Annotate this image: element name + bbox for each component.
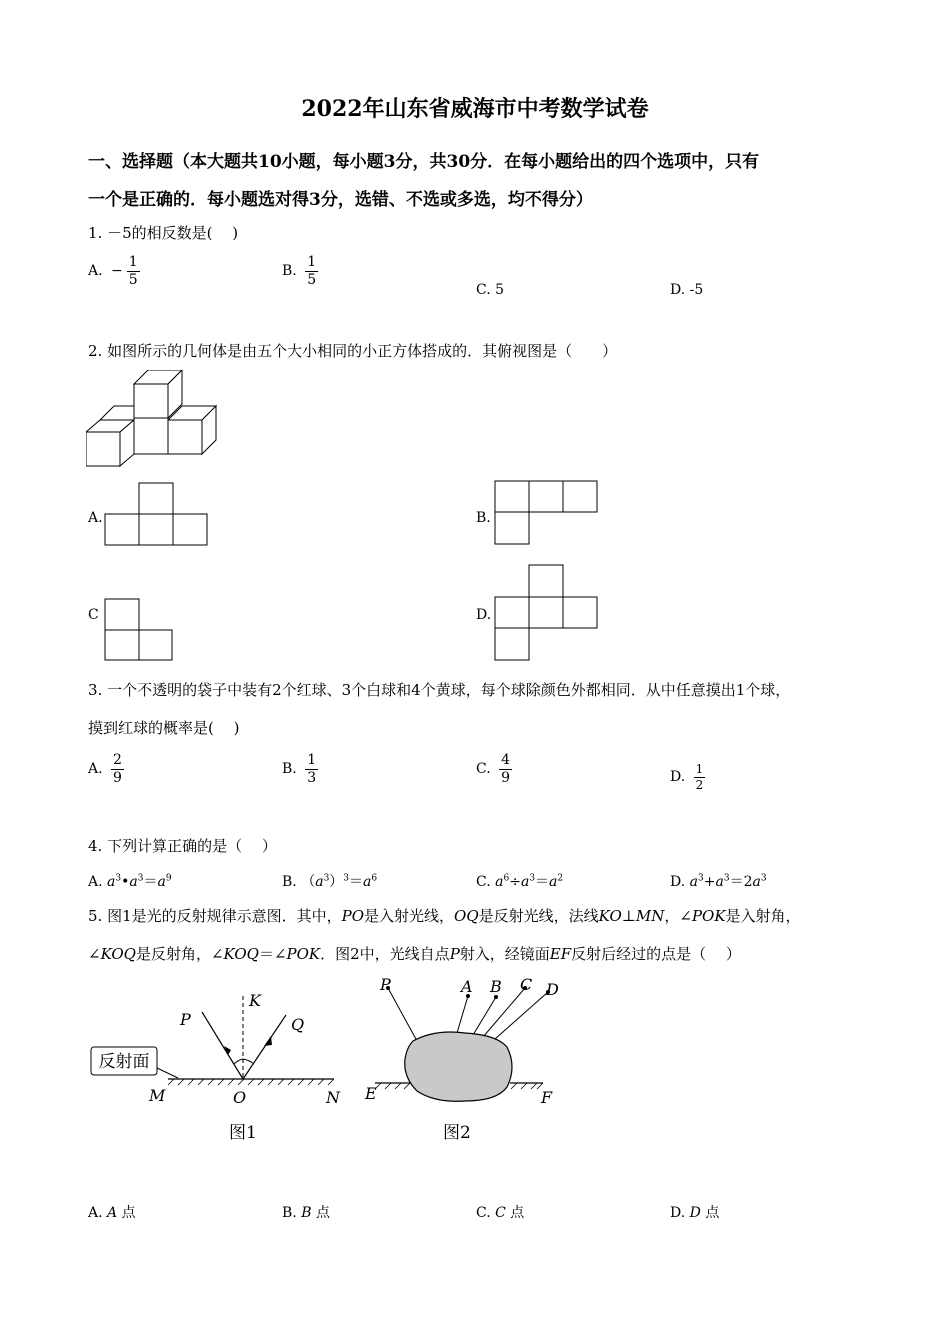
label-f: F: [541, 1088, 553, 1107]
label-p: P: [380, 975, 391, 994]
math-var: EF: [549, 945, 572, 963]
math-op: ＝: [729, 874, 744, 890]
math-var: a: [315, 874, 324, 890]
exponent: 3: [323, 873, 330, 884]
text-part: ．图2中，光线自点: [320, 945, 450, 963]
denominator: 3: [307, 769, 317, 786]
option-label: A.: [88, 263, 103, 280]
label-e: E: [365, 1084, 377, 1103]
text-part: 射入，经镜面: [459, 945, 550, 963]
reflected-ray: [243, 1015, 286, 1079]
math-var: P: [449, 945, 460, 963]
math-var: A: [107, 1205, 118, 1221]
minus-sign: −: [111, 263, 123, 280]
math-var: a: [363, 874, 372, 890]
figure-1-caption: 图1: [229, 1123, 257, 1143]
question-2-stem: 2. 如图所示的几何体是由五个大小相同的小正方体搭成的．其俯视图是（ ）: [88, 342, 618, 360]
exponent: 9: [165, 873, 172, 884]
option-value: -5: [689, 282, 704, 298]
exponent: 3: [760, 873, 767, 884]
exponent: 6: [503, 873, 510, 884]
exponent: 3: [115, 873, 122, 884]
label-n: N: [326, 1088, 340, 1107]
q4-option-d: [670, 871, 767, 891]
math-var: a: [520, 874, 530, 890]
option-suffix: 点: [315, 1205, 330, 1221]
label-p: P: [180, 1010, 191, 1029]
option-label: A.: [88, 874, 103, 890]
math-var: ∠POK: [273, 945, 321, 963]
exponent: 3: [343, 873, 350, 884]
option-label: B.: [282, 874, 297, 890]
math-op: （: [301, 874, 316, 890]
math-var: PO: [341, 907, 365, 925]
question-5-stem-line2: [88, 943, 741, 964]
option-suffix: 点: [121, 1205, 136, 1221]
option-suffix: 点: [510, 1205, 525, 1221]
math-op: +: [703, 874, 716, 890]
q4-option-b: [282, 871, 377, 891]
option-label: B.: [282, 761, 297, 778]
numerator: 1: [695, 762, 704, 776]
text-part: 是入射光线，: [364, 907, 455, 925]
math-var: ∠KOQ: [210, 945, 259, 963]
math-op: ＝: [349, 874, 364, 890]
option-label: B.: [282, 263, 297, 280]
math-var: B: [301, 1205, 312, 1221]
question-4-stem: 4. 下列计算正确的是（ ）: [88, 837, 277, 855]
math-op: ＝: [535, 874, 550, 890]
denominator: 9: [501, 769, 511, 786]
q3-option-d: [670, 763, 705, 791]
label-b: B: [490, 977, 502, 996]
denominator: 2: [695, 777, 704, 792]
denominator: 5: [307, 271, 317, 288]
math-var: a: [107, 874, 116, 890]
q1-option-c: [476, 282, 504, 298]
mirror-label: 反射面: [98, 1052, 150, 1072]
q5-option-a: [88, 1202, 136, 1222]
label-c: C: [520, 975, 533, 994]
label-q: Q: [291, 1015, 305, 1034]
text-part: ＝: [258, 945, 274, 963]
q3-option-c: [476, 753, 512, 785]
text-part: 反射后经过的点是（ ）: [571, 945, 741, 963]
stone: [405, 1032, 512, 1101]
option-label: C.: [476, 282, 491, 298]
option-label: A.: [88, 1205, 103, 1221]
math-var: a: [129, 874, 138, 890]
math-var: ∠POK: [679, 907, 726, 925]
q1-option-d: [670, 282, 703, 298]
exponent: 3: [698, 873, 704, 884]
text-part: 是反射角，: [135, 945, 211, 963]
option-label: C.: [476, 874, 491, 890]
q5-option-c: [476, 1202, 524, 1222]
q3-option-b: [282, 753, 318, 785]
cube-figure: [86, 370, 218, 468]
numerator: 1: [307, 752, 317, 768]
math-op: ＝: [143, 874, 158, 890]
q5-option-d: [670, 1202, 719, 1222]
math-var: ∠KOQ: [88, 945, 136, 963]
coefficient: 2: [743, 874, 753, 890]
question-1-stem: 1. －5的相反数是( ): [88, 224, 239, 242]
q2-option-b-figure: [494, 480, 598, 546]
exponent: 6: [371, 873, 378, 884]
q1-option-b: [282, 255, 318, 287]
denominator: 5: [128, 271, 138, 288]
math-op: •: [121, 874, 130, 890]
math-var: C: [495, 1205, 506, 1221]
q2-option-d-label: D.: [476, 607, 492, 623]
question-5-stem-line1: [88, 905, 801, 926]
section-header-line2: 一个是正确的．每小题选对得3分，选错、不选或多选，均不得分）: [88, 190, 593, 210]
math-var: a: [689, 874, 698, 890]
page-title: 2022年山东省威海市中考数学试卷: [301, 96, 649, 122]
numerator: 4: [501, 752, 511, 768]
option-label: D.: [670, 1205, 686, 1221]
math-var: a: [549, 874, 558, 890]
denominator: 9: [113, 769, 122, 786]
incident-ray: [202, 1012, 243, 1079]
q4-option-c: [476, 871, 563, 891]
numerator: 1: [128, 254, 138, 270]
q2-option-c-label: C: [88, 607, 99, 623]
q2-option-b-label: B.: [476, 510, 491, 526]
numerator: 1: [307, 254, 317, 270]
math-var: KO: [598, 907, 622, 925]
label-m: M: [149, 1086, 166, 1105]
label-a: A: [461, 977, 473, 996]
option-label: D.: [670, 282, 686, 298]
q2-option-a-label: A.: [88, 510, 103, 526]
text-part: 是入射角，: [725, 907, 801, 925]
numerator: 2: [113, 752, 122, 768]
text-part: 是反射光线，法线: [478, 907, 599, 925]
math-var: MN: [635, 907, 665, 925]
q1-option-a: [88, 255, 140, 287]
text-part: 5. 图1是光的反射规律示意图．其中，: [88, 907, 342, 925]
exponent: 3: [137, 873, 144, 884]
option-label: C.: [476, 761, 491, 778]
math-var: a: [157, 874, 166, 890]
ray-a: [457, 996, 468, 1033]
section-header-line1: 一、选择题（本大题共10小题，每小题3分，共30分．在每小题给出的四个选项中，只有: [88, 152, 760, 172]
option-label: D.: [670, 874, 686, 890]
math-op: ÷: [509, 874, 521, 890]
ray-d: [495, 992, 548, 1039]
figure-2-caption: 图2: [443, 1123, 471, 1143]
option-suffix: 点: [705, 1205, 720, 1221]
math-var: a: [752, 874, 761, 890]
question-3-stem-line2: 摸到红球的概率是( ): [88, 719, 240, 737]
label-k: K: [249, 991, 261, 1010]
math-op: ）: [329, 874, 344, 890]
exponent: 2: [557, 873, 564, 884]
option-value: 5: [495, 282, 505, 298]
q2-option-d-figure: [494, 564, 600, 662]
q2-option-a-figure: [104, 482, 208, 546]
q4-option-a: [88, 871, 172, 891]
option-label: D.: [670, 769, 686, 786]
exponent: 3: [529, 873, 536, 884]
question-3-stem-line1: 3. 一个不透明的袋子中装有2个红球、3个白球和4个黄球，每个球除颜色外都相同．从中任意摸出1个球，: [88, 681, 791, 699]
ray-p: [388, 988, 417, 1041]
math-var: a: [495, 874, 504, 890]
option-label: C.: [476, 1205, 491, 1221]
reflection-figure-2: [355, 975, 570, 1150]
reflection-figure-1: [88, 990, 350, 1150]
option-label: A.: [88, 761, 103, 778]
q5-option-b: [282, 1202, 330, 1222]
exponent: 3: [723, 873, 730, 884]
option-label: B.: [282, 1205, 297, 1221]
q2-option-c-figure: [104, 598, 174, 662]
q3-option-a: [88, 753, 124, 785]
perp-symbol: ⊥: [621, 907, 636, 925]
math-var: a: [715, 874, 724, 890]
label-d: D: [546, 980, 559, 999]
math-var: OQ: [454, 907, 479, 925]
text-part: ，: [664, 907, 680, 925]
math-var: D: [689, 1205, 701, 1221]
label-o: O: [233, 1088, 247, 1107]
ray-b: [473, 997, 496, 1035]
